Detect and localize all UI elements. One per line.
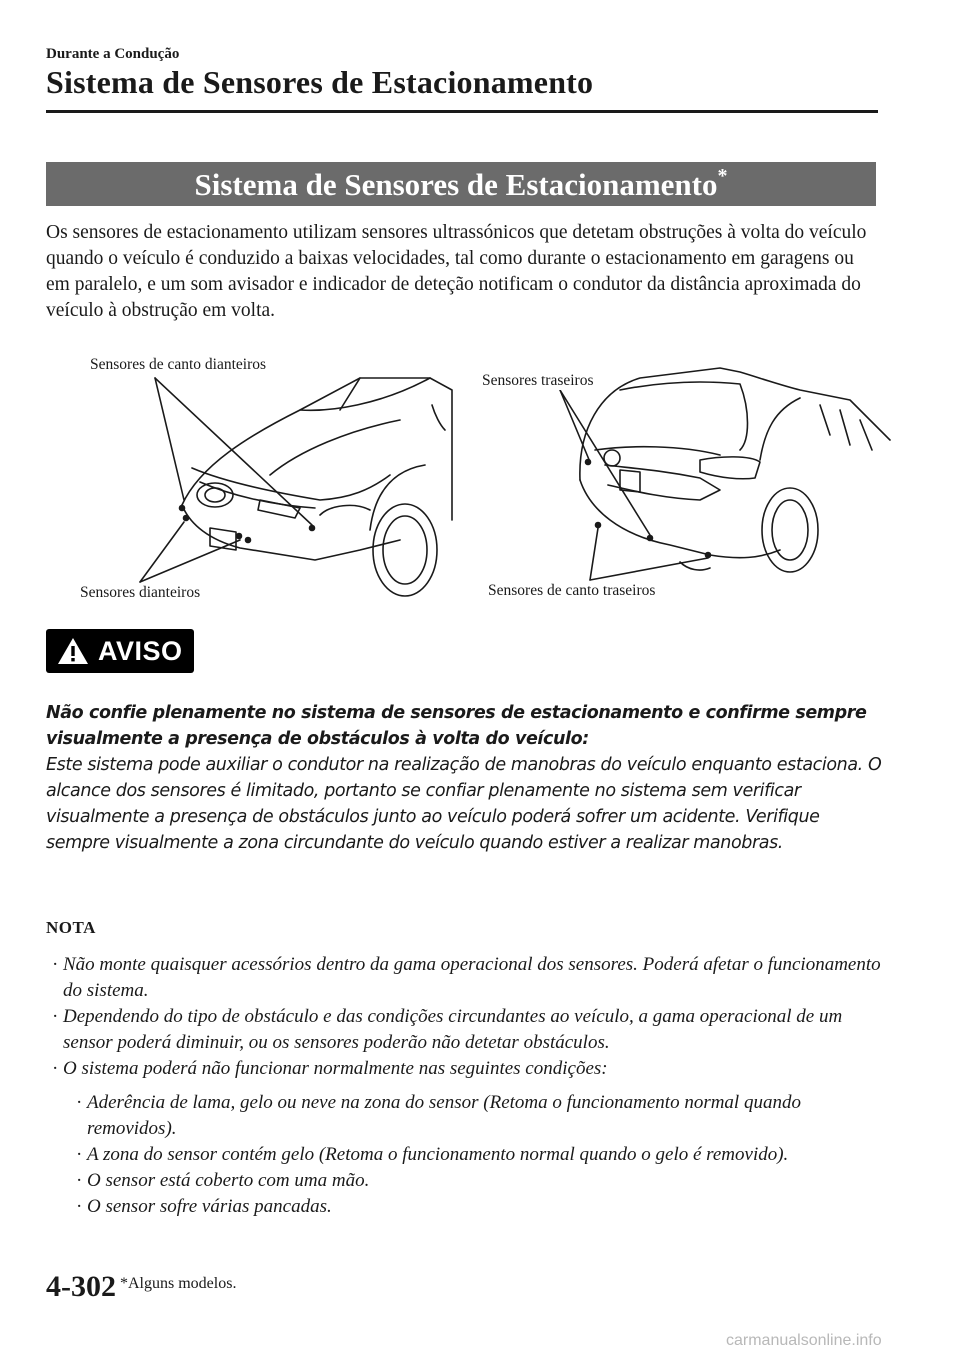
sub-list-item (70, 1090, 886, 1142)
sub-list-item-text: O sensor sofre várias pancadas. (87, 1196, 332, 1217)
list-item (46, 1004, 886, 1056)
sensor-figure (60, 350, 900, 610)
footnote: *Alguns modelos. (120, 1275, 237, 1292)
bullet-dot: · (52, 1006, 59, 1027)
list-item (46, 952, 886, 1004)
nota-list (46, 952, 886, 1220)
warning-triangle-icon (56, 636, 90, 666)
nota-heading: NOTA (46, 918, 96, 937)
car-illustration (60, 350, 900, 610)
list-item-text: O sistema poderá não funcionar normalmente nas seguintes condições: (63, 1058, 608, 1079)
page-number: 4-302 (46, 1270, 116, 1303)
chapter-kicker: Durante a Condução (46, 46, 180, 62)
watermark: carmanualsonline.info (726, 1332, 882, 1349)
front-corner-sensors-label: Sensores de canto dianteiros (90, 356, 267, 373)
front-sensors-label: Sensores dianteiros (80, 584, 201, 601)
sub-list-item (70, 1194, 886, 1220)
list-item-text: Dependendo do tipo de obstáculo e das condições circundantes ao veículo, a gama operacional de um sensor poderá diminuir, ou os sensores poderão não detetar obstáculos. (63, 1006, 843, 1053)
sub-list-item (70, 1168, 886, 1194)
aviso-label: AVISO (98, 635, 183, 666)
bullet-dot: · (52, 954, 59, 975)
header-rule (46, 110, 878, 113)
rear-sensors-label: Sensores traseiros (482, 372, 594, 389)
sub-list-item-text: O sensor está coberto com uma mão. (87, 1170, 370, 1191)
sub-list-item-text: A zona do sensor contém gelo (Retoma o funcionamento normal quando o gelo é removido). (87, 1144, 789, 1165)
rear-corner-sensors-label: Sensores de canto traseiros (488, 582, 656, 599)
warning-body: Este sistema pode auxiliar o condutor na realização de manobras do veículo enquanto estaciona. O alcance dos sensores é limitado, portanto se confiar plenamente no sistema sem verificar visualmente a presença de obstáculos junto ao veículo poderá sofrer um acidente. Verifique sempre visualmente a zona circundante do veículo quando estiver a realizar manobras. (46, 755, 882, 853)
section-title: Sistema de Sensores de Estacionamento (194, 167, 718, 202)
list-item (46, 1056, 886, 1082)
sub-list-item (70, 1142, 886, 1168)
bullet-dot: · (76, 1092, 83, 1113)
list-item-text: Não monte quaisquer acessórios dentro da gama operacional dos sensores. Poderá afetar o funcionamento do sistema. (63, 954, 881, 1001)
bullet-dot: · (76, 1144, 83, 1165)
bullet-dot: · (76, 1170, 83, 1191)
bullet-dot: · (52, 1058, 59, 1079)
warning-block (46, 700, 886, 856)
section-asterisk: * (717, 165, 728, 187)
warning-heading: Não confie plenamente no sistema de sensores de estacionamento e confirme sempre visualmente a presença de obstáculos à volta do veículo: (46, 703, 867, 749)
running-title: Sistema de Sensores de Estacionamento (46, 64, 594, 100)
nota-sublist (70, 1090, 886, 1220)
intro-paragraph: Os sensores de estacionamento utilizam sensores ultrassónicos que detetam obstruções à volta do veículo quando o veículo é conduzido a baixas velocidades, tal como durante o estacionamento em garagens ou em paralelo, e um som avisador e indicador de deteção notificam o condutor da distância aproximada do veículo à obstrução em volta. (46, 222, 867, 321)
bullet-dot: · (76, 1196, 83, 1217)
section-banner (46, 162, 876, 206)
sub-list-item-text: Aderência de lama, gelo ou neve na zona do sensor (Retoma o funcionamento normal quando removidos). (87, 1092, 801, 1139)
aviso-badge (46, 629, 194, 673)
